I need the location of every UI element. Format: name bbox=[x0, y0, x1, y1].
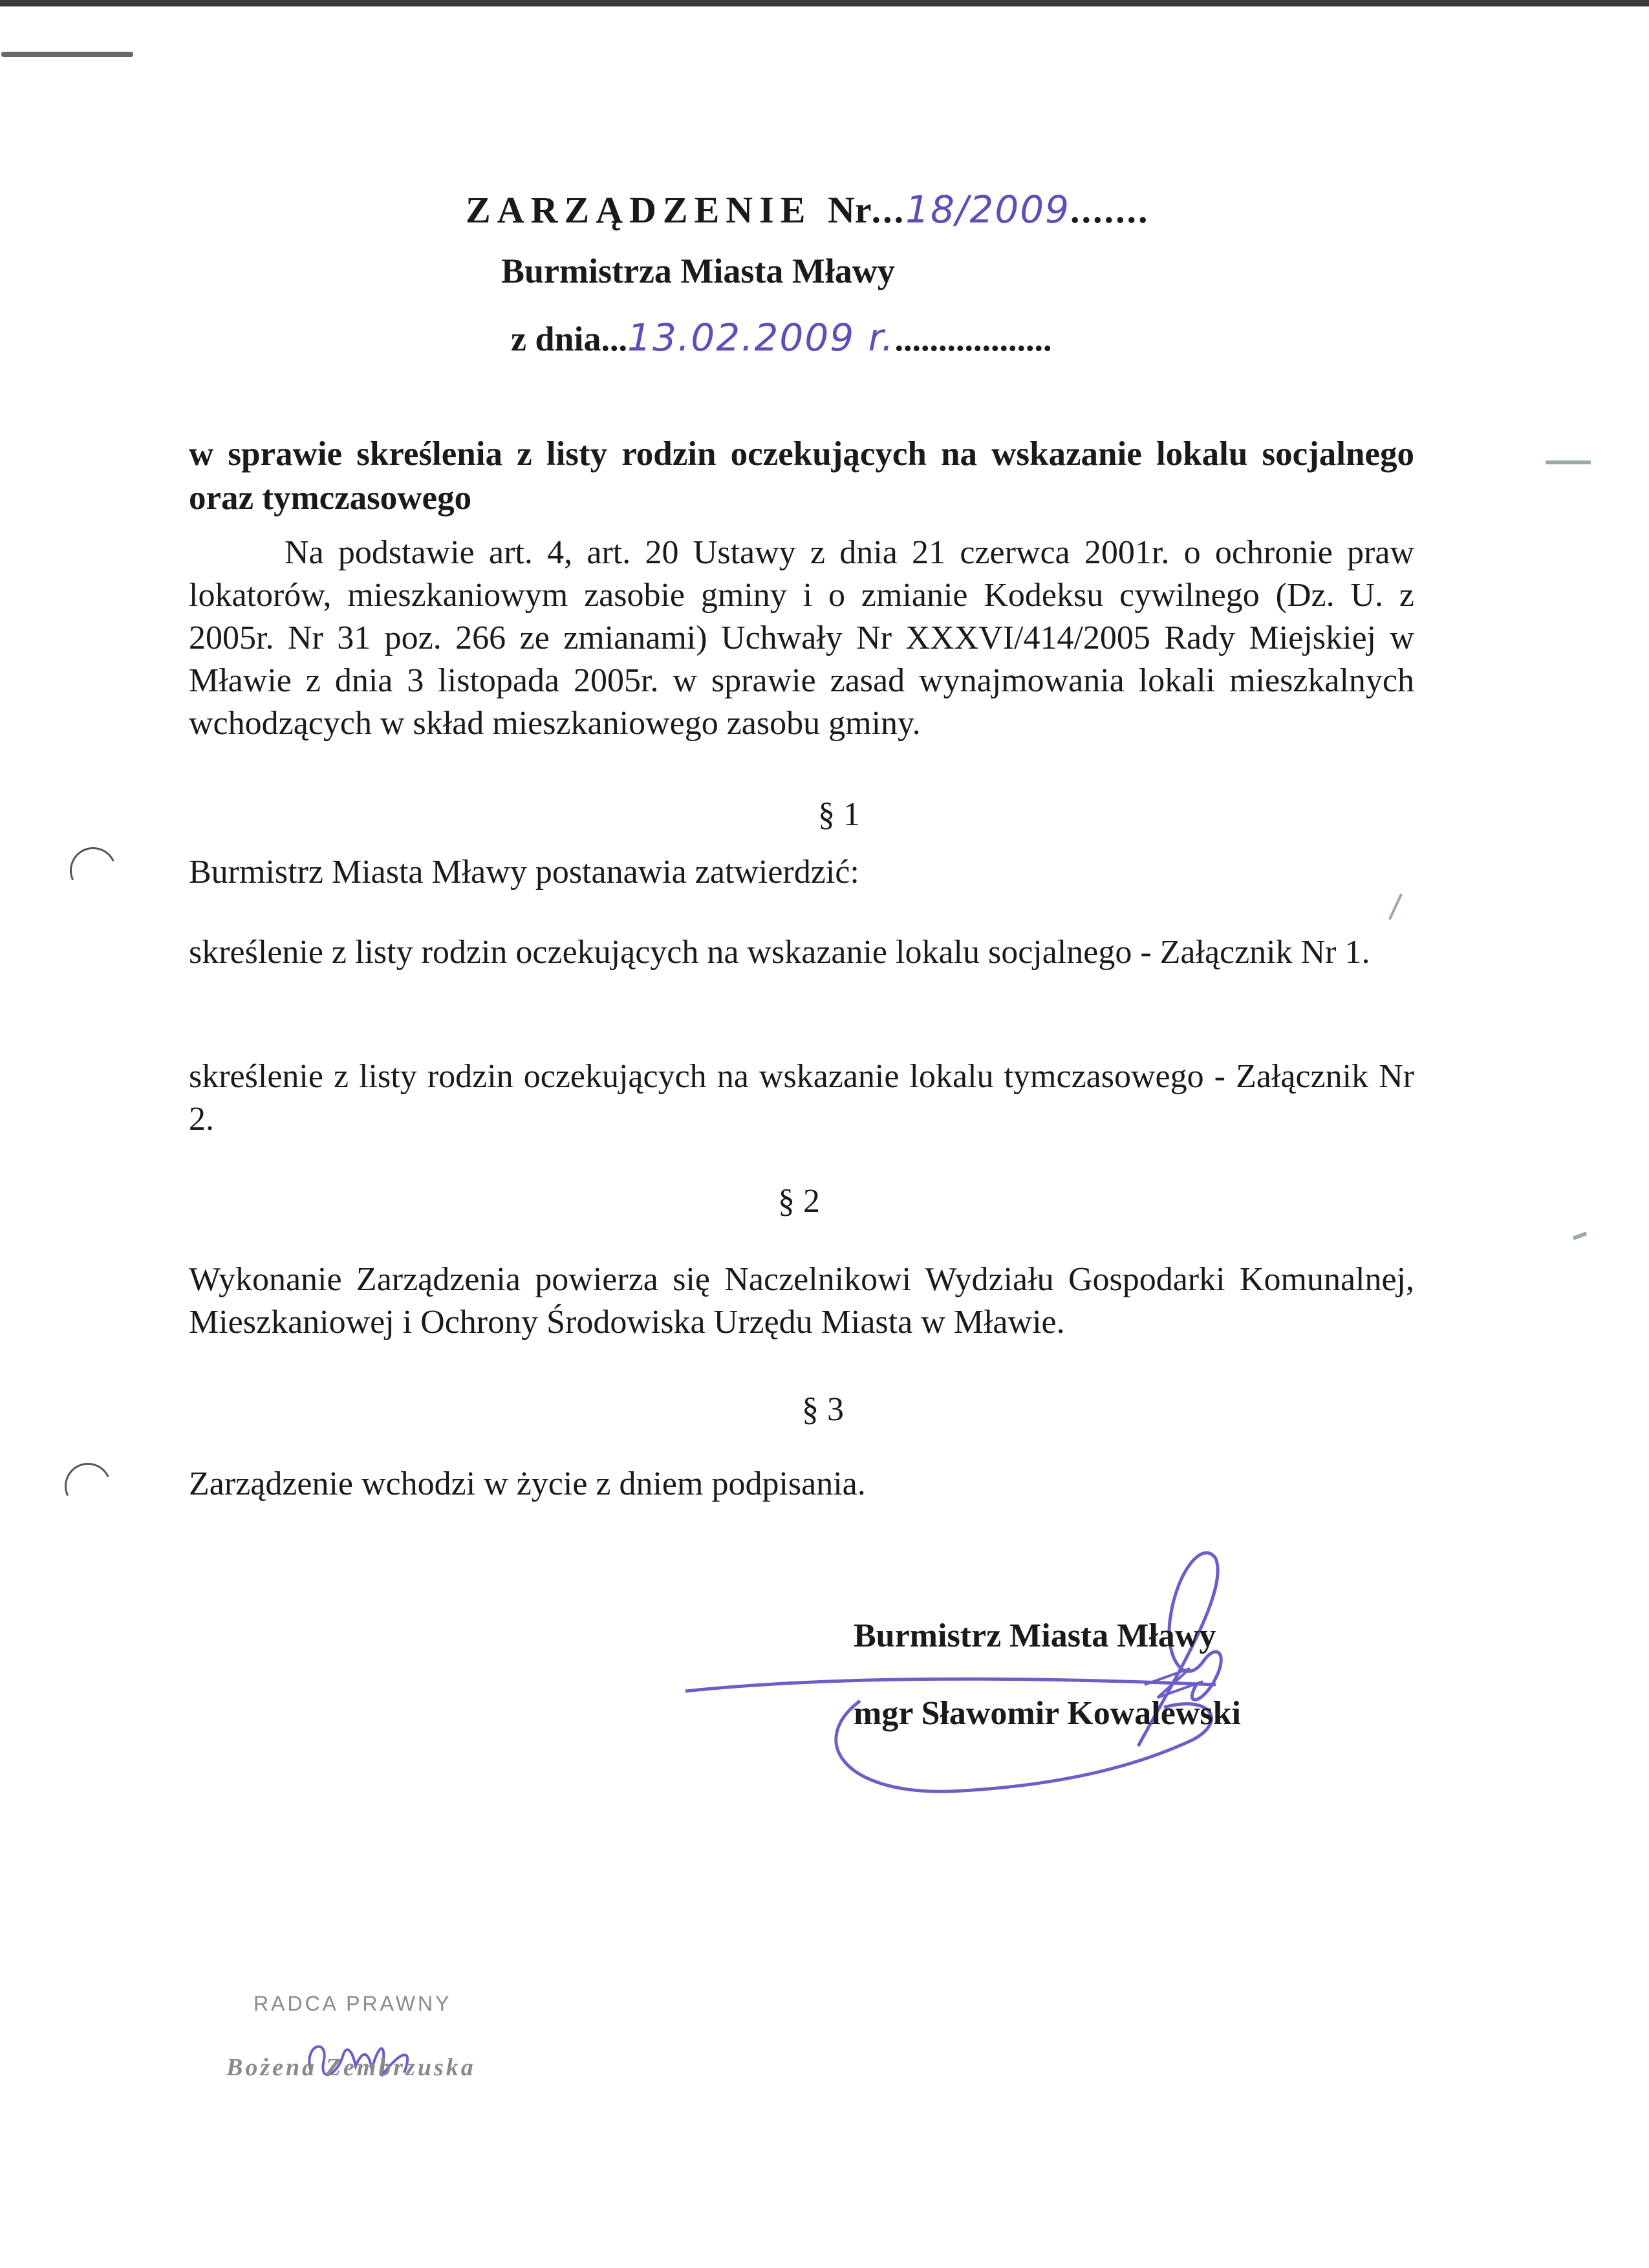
handwritten-date: 13.02.2009 r. bbox=[627, 316, 895, 360]
number-dots: ... bbox=[871, 189, 906, 231]
date-dots: .................. bbox=[894, 319, 1052, 358]
signature-title: Burmistrz Miasta Mławy bbox=[854, 1617, 1216, 1654]
number-label: Nr bbox=[827, 189, 872, 231]
scan-speck bbox=[1546, 460, 1591, 464]
scan-speck bbox=[1573, 1231, 1588, 1240]
document-title-line bbox=[466, 188, 1150, 232]
signature-scribble bbox=[647, 1546, 1326, 1804]
section-1-item: skreślenie z listy rodzin oczekujących na wskazanie lokalu socjalnego - Załącznik Nr 1. bbox=[189, 934, 1370, 971]
handwritten-number: 18/2009 bbox=[905, 188, 1071, 232]
section-1-intro: Burmistrz Miasta Mławy postanawia zatwierdzić: bbox=[189, 854, 859, 891]
number-dots: ....... bbox=[1070, 189, 1150, 231]
document-title: ZARZĄDZENIE bbox=[466, 189, 812, 231]
stamp-name: Bożena Zembrzuska bbox=[226, 2054, 476, 2081]
signature-name: mgr Sławomir Kowalewski bbox=[854, 1695, 1241, 1732]
subject: w sprawie skreślenia z listy rodzin oczekujących na wskazanie lokalu socjalnego oraz tymczasowego bbox=[189, 435, 1414, 517]
punch-hole bbox=[63, 841, 123, 900]
section-3-text: Zarządzenie wchodzi w życie z dniem podpisania. bbox=[189, 1465, 866, 1502]
issuer-line: Burmistrza Miasta Mławy bbox=[501, 252, 895, 290]
scan-edge bbox=[0, 0, 1649, 6]
scan-speck bbox=[1388, 893, 1403, 920]
section-heading: § 2 bbox=[778, 1183, 820, 1220]
section-2-text: Wykonanie Zarządzenia powierza się Naczelnikowi Wydziału Gospodarki Komunalnej, Mieszkaniowej i Ochrony Środowiska Urzędu Miasta w Mławie. bbox=[189, 1261, 1414, 1341]
date-dots: ... bbox=[601, 319, 628, 358]
legal-basis-paragraph: Na podstawie art. 4, art. 20 Ustawy z dnia 21 czerwca 2001r. o ochronie praw lokatorów, mieszkaniowym zasobie gminy i o zmianie Kodeksu cywilnego (Dz. U. z 2005r. Nr 31 poz. 266 ze zmianami) Uchwały Nr XXXVI/414/2005 Rady Miejskiej w Mławie z dnia 3 listopada 2005r. w sprawie zasad wynajmowania lokali mieszkalnych wchodzących w skład mieszkaniowego zasobu gminy. bbox=[189, 534, 1414, 742]
stamp-title: RADCA PRAWNY bbox=[253, 1992, 452, 2015]
signature-stroke bbox=[685, 1679, 1216, 1691]
scan-mark bbox=[1, 52, 133, 57]
section-1-item: skreślenie z listy rodzin oczekujących na wskazanie lokalu tymczasowego - Załącznik Nr 2. bbox=[189, 1058, 1414, 1138]
date-label: z dnia bbox=[511, 319, 601, 358]
date-line bbox=[511, 316, 1052, 360]
section-heading: § 1 bbox=[818, 796, 860, 833]
section-heading: § 3 bbox=[802, 1391, 844, 1428]
punch-hole bbox=[58, 1456, 118, 1516]
